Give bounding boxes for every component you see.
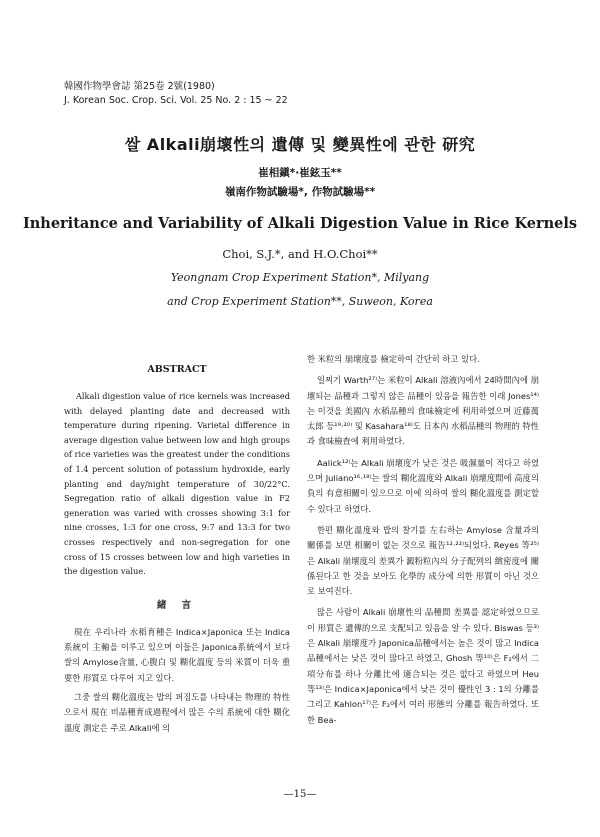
- page-number: —15—: [283, 789, 317, 800]
- journal-header-english: J. Korean Soc. Crop. Sci. Vol. 25 No. 2 : 15 ~ 22: [64, 95, 288, 106]
- right-paragraph-2: Aalick¹²⁾는 Alkali 崩壞度가 낮은 것은 吸濕量이 적다고 하였으며 Juliano¹⁶·¹⁸⁾는 쌀의 糊化溫度와 Alkali 崩壞度間에 高度의 負의 有意相關이 있으므로 이에 의하여 쌀의 糊化溫度를 測定할 수 있다고 하였다.: [307, 457, 539, 514]
- abstract-heading: ABSTRACT: [147, 364, 207, 375]
- authors-english: Choi, S.J.*, and H.O.Choi**: [222, 247, 378, 261]
- affiliation-english-line1: Yeongnam Crop Experiment Station*, Milyang: [170, 271, 430, 284]
- affiliation-korean: 嶺南作物試驗場*, 作物試驗場**: [224, 186, 376, 198]
- title-korean: 쌀 Alkali崩壞性의 遺傳 및 變異性에 관한 研究: [124, 135, 476, 154]
- right-paragraph-0: 한 米粒의 崩壞度를 檢定하여 간단히 하고 있다.: [307, 354, 480, 364]
- introduction-heading: 緒 言: [156, 599, 198, 611]
- right-paragraph-4: 많은 사람이 Alkali 崩壞性의 品種間 差異를 認定하였으므로 이 形質은 遺傳的으로 支配되고 있음을 알 수 있다. Biswas 등³⁾은 Alkali 崩壞度가 Japonica品種에서는 높은 것이 많고 Indica 品種에서는 낮은 것이 많다고 하였고, Ghosh 等¹⁰⁾은 F₂에서 二項分布를 하나 分離比에 適合되는 것은 없다고 하였으며 Heu 等¹³⁾은 Indica×Japonica에서 낮은 것이 優性인 3 : 1의 分離를 그리고 Kahlon¹⁷⁾은 F₂에서 여러 形態의 分離를 報告하였다. 또한 Bea-: [307, 607, 539, 725]
- right-column: [307, 352, 539, 734]
- left-column: [64, 352, 290, 736]
- abstract-text: Alkali digestion value of rice kernels was increased with delayed planting date and decreased with temperature during ripening. Varietal difference in average digestion value between low and high groups of rice varieties was the greatest under the conditions of 1.4 percent solution of potassium hydroxide, early planting and day/night temperature of 30/22°C. Segregation ratio of alkali digestion value in F2 generation was varied with crosses showing 3:1 for nine crosses, 1:3 for one cross, 9:7 and 13:3 for two crosses respectively and non-segregation for one cross of 15 crosses between low and high varieties in the digestion value.: [64, 391, 290, 577]
- introduction-paragraph-1: 現在 우리나라 水稻育種은 Indica×Japonica 또는 Indica系統이 主軸을 이루고 있으며 이들은 Japonica系統에서 보다 쌀의 Amylose含量, 心腹白 및 糊化溫度 등의 米質이 더욱 重要한 形質로 다루어 지고 있다.: [64, 626, 290, 683]
- right-paragraph-3: 한편 糊化溫度와 밥의 찰기를 左右하는 Amylose 含量과의 關係를 보면 相關이 없는 것으로 報告¹²·²²⁾되었다. Reyes 等²⁵⁾은 Alkali 崩壞度의 差異가 澱粉粒內의 分子配列의 緻密度에 關係된다고 한 것을 보아도 化學的 成分에 의한 形質이 아닌 것으로 보여진다.: [307, 524, 539, 597]
- authors-korean: 崔相鎭*·崔鉉玉**: [258, 167, 342, 179]
- journal-header: [64, 80, 288, 108]
- title-english: Inheritance and Variability of Alkali Digestion Value in Rice Kernels: [22, 215, 578, 232]
- right-paragraph-1: 일찌기 Warth²⁷⁾는 米粒이 Alkali 溶液內에서 24時間內에 崩壞되는 品種과 그렇지 않은 品種이 있음을 報告한 이래 Jones¹⁴⁾는 이것을 美國內 水稻品種의 食味檢定에 利用하였으며 近藤萬太郎 등¹⁹·²⁰⁾ 및 Kasahara¹⁸⁾도 日本內 水稻品種의 物理的 特性과 食味檢査에 利用하였다.: [307, 375, 539, 447]
- affiliation-english-line2: and Crop Experiment Station**, Suweon, Korea: [167, 295, 433, 308]
- journal-header-korean: 韓國作物學會誌 第25卷 2號(1980): [64, 81, 215, 92]
- introduction-paragraph-2: 그중 쌀의 糊化溫度는 밥의 퍼짐도를 나타내는 物理的 特性으로서 現在 비品種育成過程에서 많은 수의 系統에 대한 糊化溫度 測定은 주로 Alkali에 의: [64, 691, 290, 733]
